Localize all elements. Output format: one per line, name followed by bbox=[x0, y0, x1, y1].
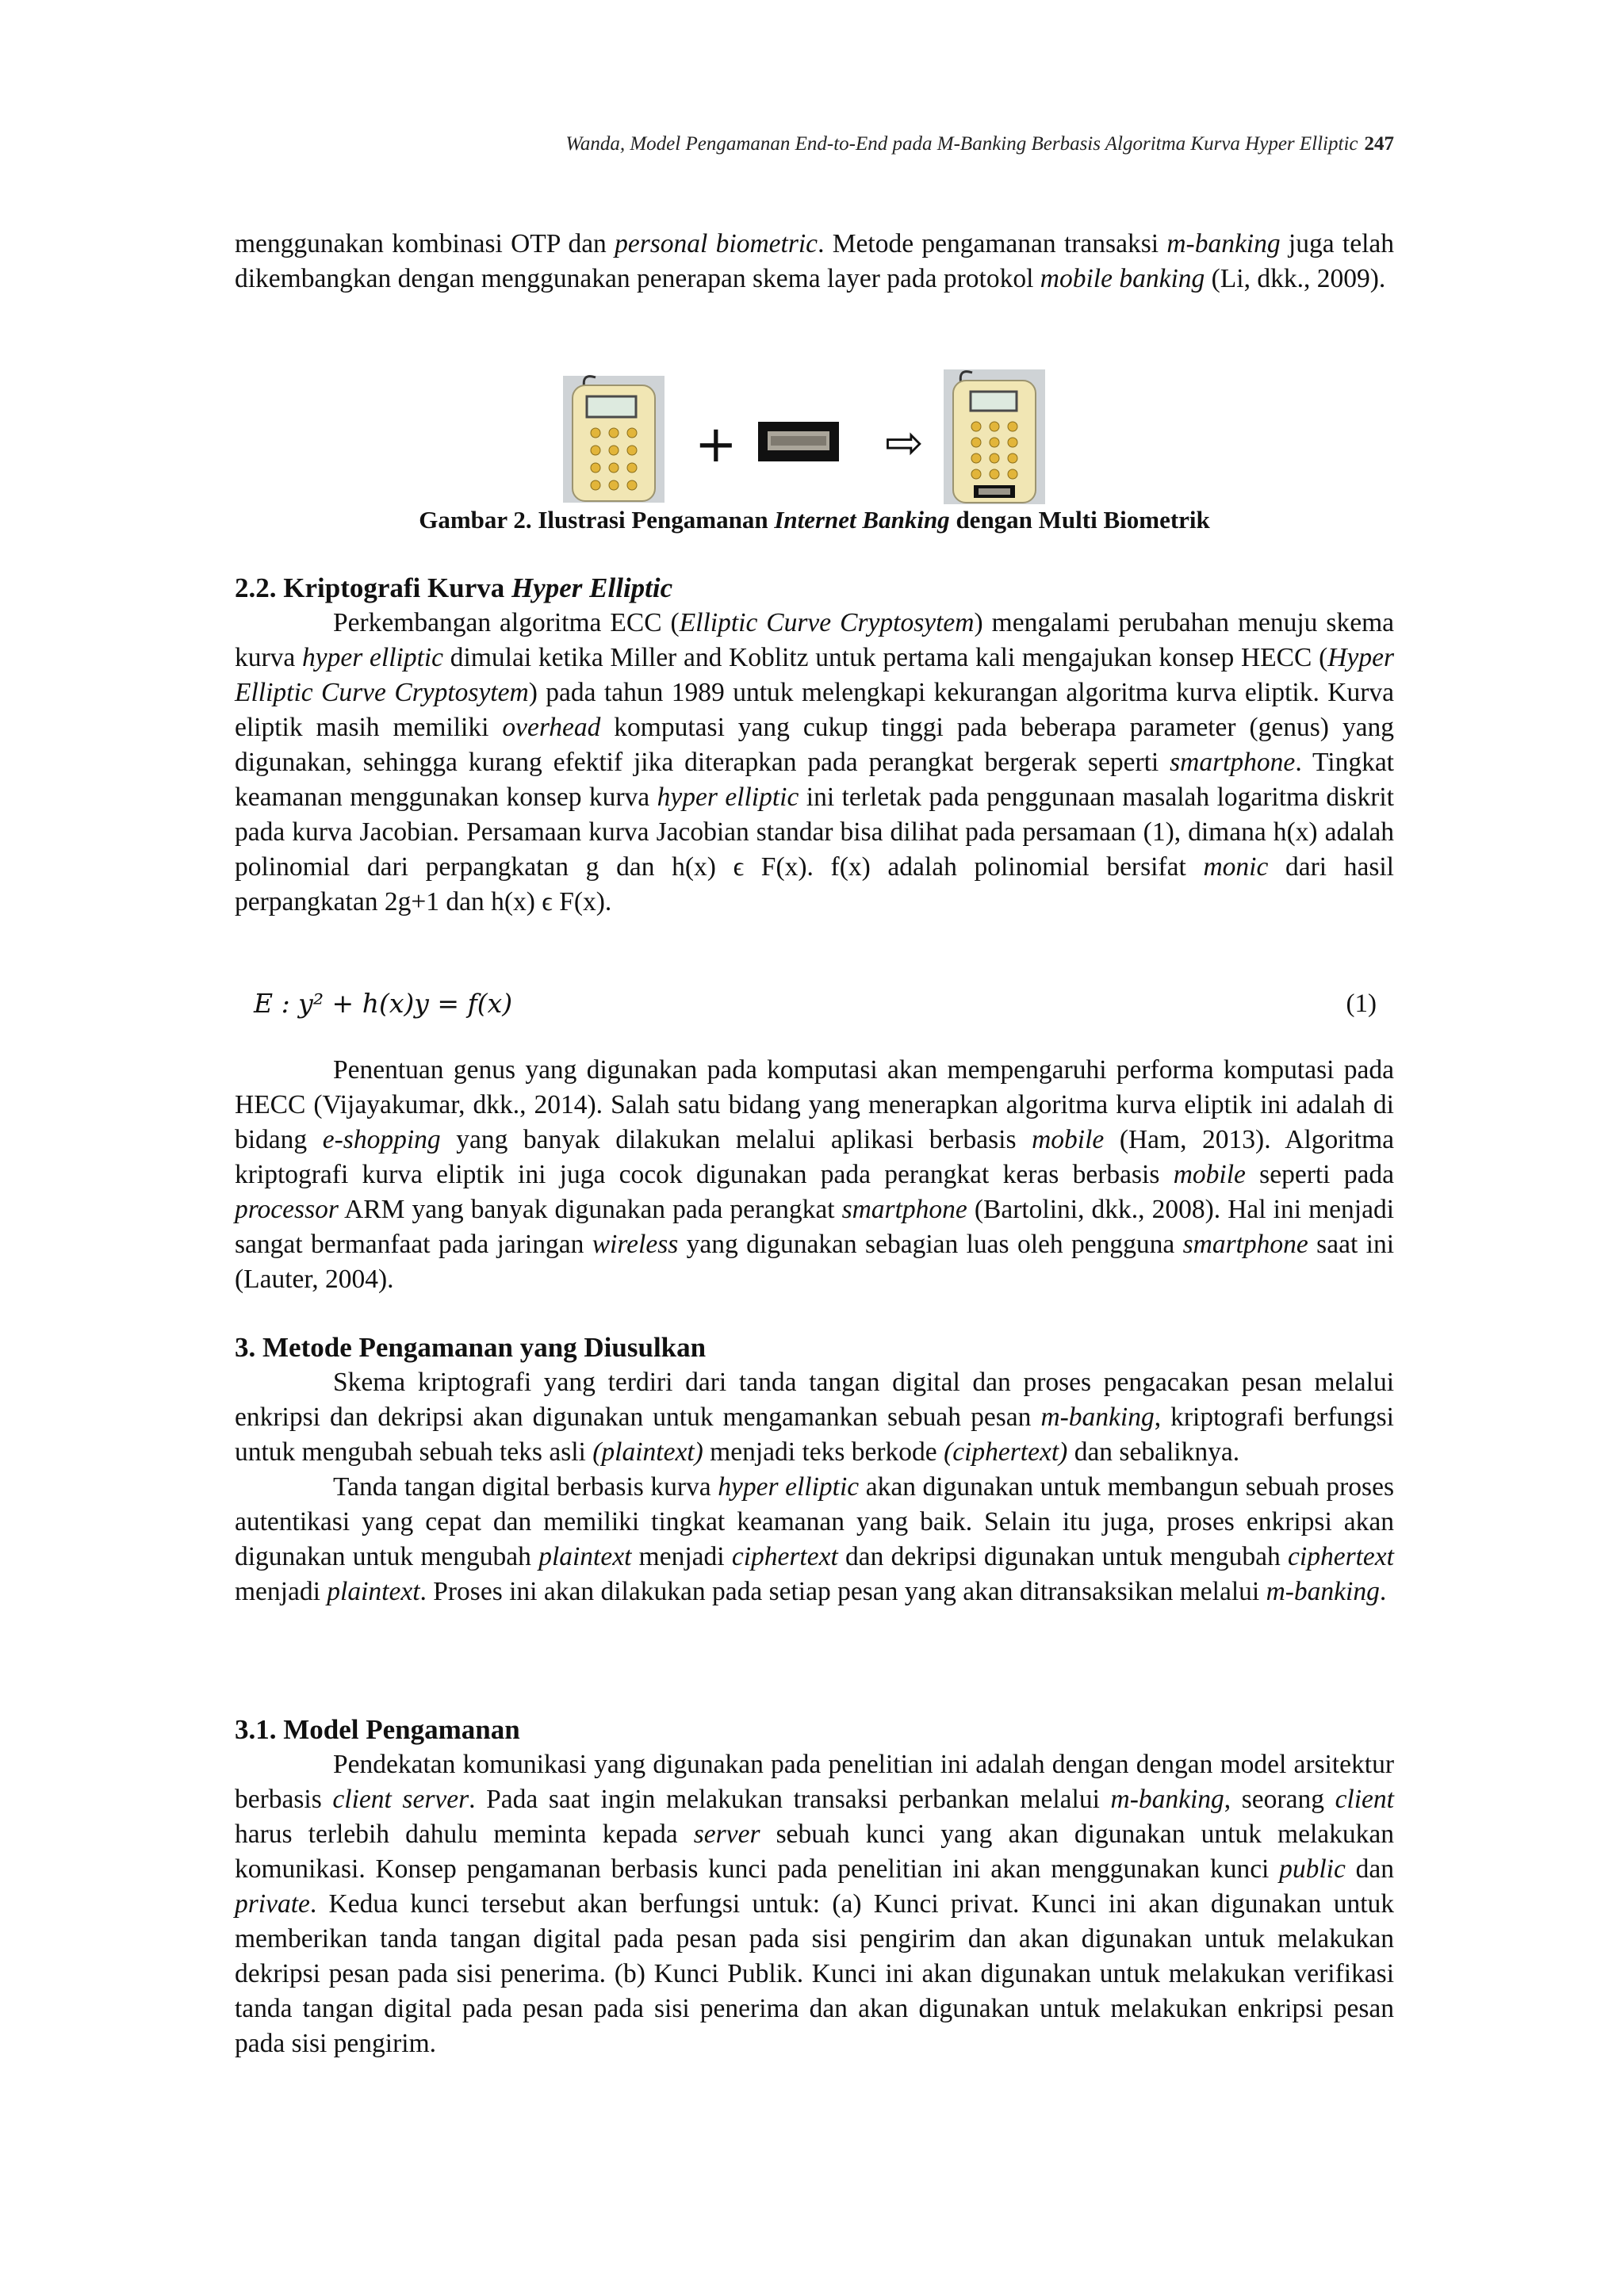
paragraph: Skema kriptografi yang terdiri dari tanda tangan digital dan proses pengacakan pesan melalui enkripsi dan dekripsi akan digunakan untuk mengamankan sebuah pesan m-banking, kriptografi berfungsi untuk mengubah sebuah teks asli (plaintext) menjadi teks berkode (ciphertext) dan sebaliknya. bbox=[235, 1368, 1394, 1467]
paragraph: Perkembangan algoritma ECC (Elliptic Curve Cryptosytem) mengalami perubahan menuju skema kurva hyper elliptic dimulai ketika Miller and Koblitz untuk pertama kali mengajukan konsep HECC (Hyper Elliptic Curve Cryptosytem) pada tahun 1989 untuk melengkapi kekurangan algoritma kurva eliptik. Kurva eliptik masih memiliki overhead komputasi yang cukup tinggi pada beberapa parameter (genus) yang digunakan, sehingga kurang efektif jika diterapkan pada perangkat bergerak seperti smartphone. Tingkat keamanan menggunakan konsep kurva hyper elliptic ini terletak pada penggunaan masalah logaritma diskrit pada kurva Jacobian. Persamaan kurva Jacobian standar bisa dilihat pada persamaan (1), dimana h(x) adalah polinomial dari perpangkatan g dan h(x) ϵ F(x). f(x) adalah polinomial bersifat monic dari hasil perpangkatan 2g+1 dan h(x) ϵ F(x). bbox=[235, 608, 1394, 916]
paragraph: Tanda tangan digital berbasis kurva hyper elliptic akan digunakan untuk membangun sebuah proses autentikasi yang cepat dan memiliki tingkat keamanan yang baik. Selain itu juga, proses enkripsi akan digunakan untuk mengubah plaintext menjadi ciphertext dan dekripsi digunakan untuk mengubah ciphertext menjadi plaintext. Proses ini akan dilakukan pada setiap pesan yang akan ditransaksikan melalui m-banking. bbox=[235, 1472, 1394, 1606]
figure-2 bbox=[235, 369, 1394, 509]
multi-biometric-illustration bbox=[235, 369, 1394, 509]
equation-number: (1) bbox=[1346, 989, 1377, 1018]
running-title: Wanda, Model Pengamanan End-to-End pada M-Banking Berbasis Algoritma Kurva Hyper Elliptic bbox=[565, 133, 1358, 155]
section-3-1 bbox=[235, 1712, 1394, 2061]
paragraph-genus-block bbox=[235, 1053, 1394, 1297]
plus-symbol: + bbox=[695, 415, 737, 474]
running-header bbox=[235, 133, 1394, 155]
section-heading-3-1: 3.1. Model Pengamanan bbox=[235, 1714, 520, 1745]
section-heading-3: 3. Metode Pengamanan yang Diusulkan bbox=[235, 1332, 707, 1363]
figure-caption: Gambar 2. Ilustrasi Pengamanan Internet Banking dengan Multi Biometrik bbox=[419, 506, 1210, 534]
arrow-symbol: ⇨ bbox=[885, 415, 924, 469]
section-3 bbox=[235, 1330, 1394, 1609]
equation-text: E : y² + h(x)y = f(x) bbox=[254, 988, 513, 1019]
fingerprint-sensor-icon bbox=[758, 422, 839, 461]
otp-token-icon bbox=[563, 376, 665, 503]
intro-paragraph-block bbox=[235, 227, 1394, 297]
paragraph: Penentuan genus yang digunakan pada komputasi akan mempengaruhi performa komputasi pada HECC (Vijayakumar, dkk., 2014). Salah satu bidang yang menerapkan algoritma kurva eliptik ini adalah di bidang e-shopping yang banyak dilakukan melalui aplikasi berbasis mobile (Ham, 2013). Algoritma kriptografi kurva eliptik ini juga cocok digunakan pada perangkat keras berbasis mobile seperti pada processor ARM yang banyak digunakan pada perangkat smartphone (Bartolini, dkk., 2008). Hal ini menjadi sangat bermanfaat pada jaringan wireless yang digunakan sebagian luas oleh pengguna smartphone saat ini (Lauter, 2004). bbox=[235, 1055, 1395, 1294]
intro-paragraph: menggunakan kombinasi OTP dan personal biometric. Metode pengamanan transaksi m-banking juga telah dikembangkan dengan menggunakan penerapan skema layer pada protokol mobile banking (Li, dkk., 2009). bbox=[235, 229, 1395, 293]
biometric-token-icon bbox=[944, 369, 1045, 504]
page-number: 247 bbox=[1364, 133, 1394, 155]
equation-1 bbox=[235, 986, 1377, 1026]
section-heading-2-2: 2.2. Kriptografi Kurva Hyper Elliptic bbox=[235, 572, 673, 603]
section-2-2 bbox=[235, 571, 1394, 920]
paragraph: Pendekatan komunikasi yang digunakan pada penelitian ini adalah dengan dengan model arsitektur berbasis client server. Pada saat ingin melakukan transaksi perbankan melalui m-banking, seorang client harus terlebih dahulu meminta kepada server sebuah kunci yang akan digunakan untuk melakukan komunikasi. Konsep pengamanan berbasis kunci pada penelitian ini akan menggunakan kunci public dan private. Kedua kunci tersebut akan berfungsi untuk: (a) Kunci privat. Kunci ini akan digunakan untuk memberikan tanda tangan digital pada pesan pada sisi pengirim dan akan digunakan untuk melakukan dekripsi pesan pada sisi penerima. (b) Kunci Publik. Kunci ini akan digunakan untuk melakukan verifikasi tanda tangan digital pada pesan pada sisi penerima dan akan digunakan untuk melakukan enkripsi pesan pada sisi pengirim. bbox=[235, 1750, 1394, 2058]
